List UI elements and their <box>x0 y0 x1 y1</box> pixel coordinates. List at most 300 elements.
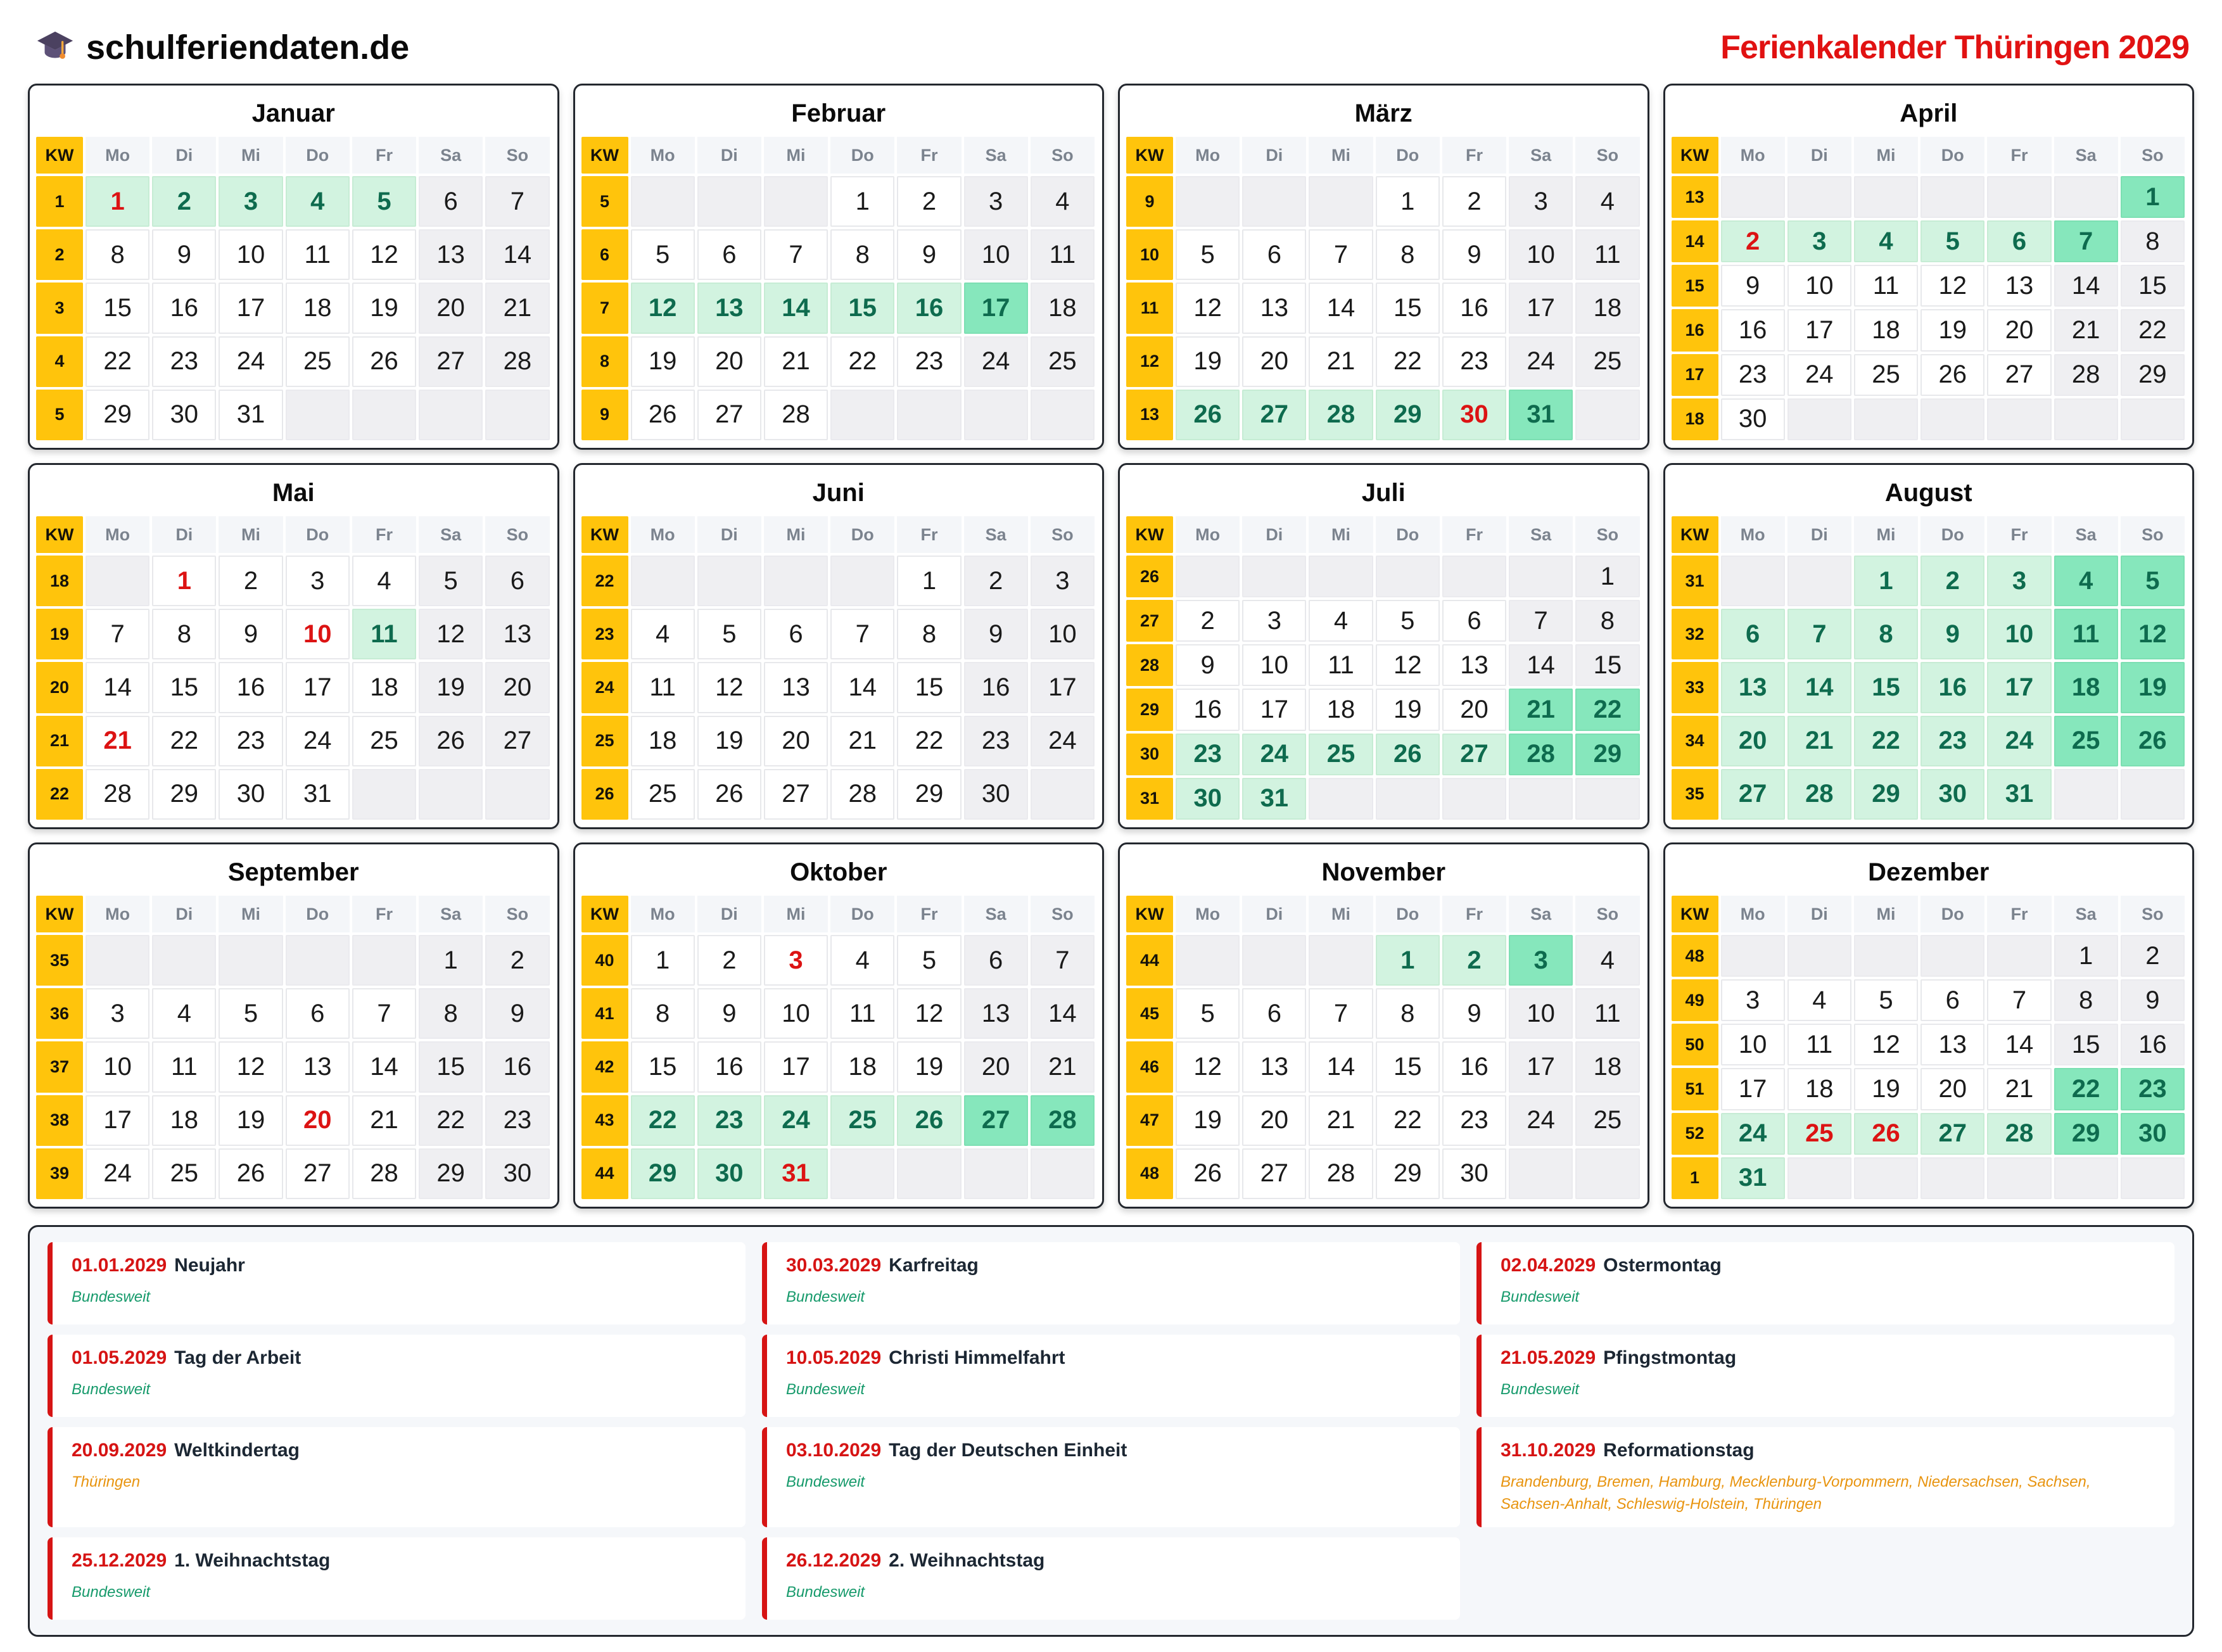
day-cell: 11 <box>152 1041 216 1092</box>
day-cell: 26 <box>631 390 695 440</box>
day-cell: 26 <box>897 1095 961 1146</box>
day-cell: 6 <box>1442 600 1506 642</box>
kw-cell: 46 <box>1126 1041 1173 1092</box>
kw-cell: 22 <box>36 769 83 820</box>
weekday-header: Mo <box>1721 896 1785 932</box>
holiday-date: 20.09.2029 <box>72 1440 167 1461</box>
day-cell: 30 <box>485 1148 549 1199</box>
day-cell: 3 <box>1242 600 1306 642</box>
day-cell: 8 <box>2054 979 2118 1021</box>
month-juli <box>1118 463 1649 829</box>
day-cell: 12 <box>2121 609 2185 659</box>
empty-cell <box>86 935 149 986</box>
holiday-date: 31.10.2029 <box>1501 1440 1596 1461</box>
day-cell: 5 <box>1920 220 1984 262</box>
month-mai <box>28 463 559 829</box>
kw-cell: 52 <box>1672 1113 1718 1155</box>
holiday-name: Pfingstmontag <box>1603 1347 1737 1368</box>
day-cell: 27 <box>419 336 483 387</box>
kw-header-cell: KW <box>1672 516 1718 553</box>
day-cell: 1 <box>1376 935 1440 986</box>
month-oktober <box>573 842 1105 1209</box>
weekday-header: Do <box>286 896 350 932</box>
holiday-card <box>48 1335 746 1417</box>
holiday-regions: Bundesweit <box>72 1288 151 1306</box>
day-cell: 2 <box>964 556 1028 606</box>
day-cell: 17 <box>964 283 1028 333</box>
month-table <box>575 137 1103 448</box>
empty-cell <box>1309 935 1373 986</box>
day-cell: 7 <box>1309 988 1373 1039</box>
weekday-header: Mi <box>1309 516 1373 553</box>
weekday-header: Mi <box>219 516 283 553</box>
day-cell: 10 <box>1509 229 1573 280</box>
holiday-card <box>48 1537 746 1620</box>
kw-cell: 9 <box>1126 176 1173 227</box>
day-cell: 4 <box>2054 556 2118 606</box>
day-cell: 16 <box>1721 309 1785 351</box>
day-cell: 9 <box>897 229 961 280</box>
day-cell: 26 <box>1376 734 1440 775</box>
empty-cell <box>964 390 1028 440</box>
day-cell: 18 <box>631 716 695 766</box>
day-cell: 5 <box>1854 979 1918 1021</box>
day-cell: 23 <box>219 716 283 766</box>
day-cell: 10 <box>219 229 283 280</box>
day-cell: 22 <box>152 716 216 766</box>
day-cell: 8 <box>897 609 961 659</box>
day-cell: 2 <box>219 556 283 606</box>
weekday-header: Do <box>830 137 894 174</box>
weekday-header: Mi <box>764 137 828 174</box>
weekday-header: Do <box>1920 137 1984 174</box>
day-cell: 24 <box>86 1148 149 1199</box>
day-cell: 12 <box>897 988 961 1039</box>
weekday-header: Mo <box>1721 137 1785 174</box>
empty-cell <box>697 556 761 606</box>
weekday-header: Fr <box>352 896 416 932</box>
empty-cell <box>1442 556 1506 597</box>
holiday-legend <box>28 1225 2194 1637</box>
weekday-header: Mo <box>86 896 149 932</box>
day-cell: 19 <box>1376 689 1440 730</box>
weekday-header: Sa <box>964 137 1028 174</box>
empty-cell <box>1854 1157 1918 1199</box>
weekday-header: Mo <box>631 896 695 932</box>
day-cell: 31 <box>1721 1157 1785 1199</box>
day-cell: 4 <box>830 935 894 986</box>
kw-cell: 1 <box>36 176 83 227</box>
empty-cell <box>1721 935 1785 977</box>
kw-cell: 13 <box>1672 176 1718 218</box>
kw-cell: 41 <box>581 988 628 1039</box>
kw-header-cell: KW <box>581 516 628 553</box>
day-cell: 10 <box>964 229 1028 280</box>
kw-cell: 13 <box>1126 390 1173 440</box>
month-november <box>1118 842 1649 1209</box>
weekday-header: Mi <box>1854 516 1918 553</box>
day-cell: 11 <box>1787 1024 1851 1065</box>
day-cell: 7 <box>1031 935 1095 986</box>
weekday-header: Di <box>1787 896 1851 932</box>
weekday-header: Do <box>1376 516 1440 553</box>
month-title: Juli <box>1361 479 1406 507</box>
empty-cell <box>2054 398 2118 440</box>
day-cell: 7 <box>764 229 828 280</box>
month-title: August <box>1884 479 1972 507</box>
weekday-header: Do <box>1920 516 1984 553</box>
day-cell: 14 <box>352 1041 416 1092</box>
day-cell: 28 <box>1031 1095 1095 1146</box>
weekday-header: Mi <box>764 896 828 932</box>
month-title: Mai <box>272 479 315 507</box>
weekday-header: Fr <box>1987 137 2051 174</box>
kw-cell: 33 <box>1672 662 1718 713</box>
empty-cell <box>1787 176 1851 218</box>
day-cell: 31 <box>219 390 283 440</box>
day-cell: 27 <box>964 1095 1028 1146</box>
day-cell: 2 <box>897 176 961 227</box>
day-cell: 4 <box>1854 220 1918 262</box>
day-cell: 11 <box>1031 229 1095 280</box>
empty-cell <box>1376 778 1440 820</box>
day-cell: 20 <box>419 283 483 333</box>
day-cell: 3 <box>286 556 350 606</box>
day-cell: 15 <box>2121 265 2185 307</box>
weekday-header: Fr <box>352 137 416 174</box>
weekday-header: Di <box>1242 516 1306 553</box>
day-cell: 4 <box>152 988 216 1039</box>
day-cell: 7 <box>485 176 549 227</box>
weekday-header: Mo <box>1721 516 1785 553</box>
day-cell: 13 <box>1242 1041 1306 1092</box>
day-cell: 21 <box>1987 1068 2051 1110</box>
empty-cell <box>485 769 549 820</box>
day-cell: 1 <box>86 176 149 227</box>
day-cell: 12 <box>1920 265 1984 307</box>
weekday-header: Sa <box>1509 516 1573 553</box>
empty-cell <box>419 769 483 820</box>
day-cell: 2 <box>697 935 761 986</box>
empty-cell <box>1787 935 1851 977</box>
weekday-header: Fr <box>897 896 961 932</box>
day-cell: 6 <box>697 229 761 280</box>
kw-header-cell: KW <box>1126 137 1173 174</box>
kw-cell: 26 <box>1126 556 1173 597</box>
weekday-header: Sa <box>2054 137 2118 174</box>
empty-cell <box>1031 1148 1095 1199</box>
weekday-header: Di <box>697 137 761 174</box>
day-cell: 7 <box>830 609 894 659</box>
weekday-header: Sa <box>964 896 1028 932</box>
day-cell: 30 <box>1442 1148 1506 1199</box>
weekday-header: Di <box>1242 137 1306 174</box>
day-cell: 22 <box>1376 1095 1440 1146</box>
empty-cell <box>485 390 549 440</box>
weekday-header: So <box>485 896 549 932</box>
month-table <box>30 137 557 448</box>
day-cell: 28 <box>1309 390 1373 440</box>
day-cell: 30 <box>1920 769 1984 820</box>
day-cell: 4 <box>1575 176 1639 227</box>
month-september <box>28 842 559 1209</box>
weekday-header: Sa <box>419 516 483 553</box>
day-cell: 3 <box>1509 176 1573 227</box>
day-cell: 26 <box>2121 716 2185 766</box>
day-cell: 30 <box>2121 1113 2185 1155</box>
empty-cell <box>830 1148 894 1199</box>
day-cell: 18 <box>286 283 350 333</box>
day-cell: 15 <box>419 1041 483 1092</box>
holiday-name: Karfreitag <box>889 1255 979 1276</box>
day-cell: 25 <box>1031 336 1095 387</box>
day-cell: 13 <box>485 609 549 659</box>
empty-cell <box>1787 398 1851 440</box>
empty-cell <box>286 935 350 986</box>
kw-cell: 36 <box>36 988 83 1039</box>
day-cell: 19 <box>1176 336 1240 387</box>
empty-cell <box>2054 769 2118 820</box>
kw-header-cell: KW <box>36 516 83 553</box>
day-cell: 18 <box>2054 662 2118 713</box>
holiday-date: 01.05.2029 <box>72 1347 167 1368</box>
day-cell: 29 <box>1376 1148 1440 1199</box>
day-cell: 5 <box>897 935 961 986</box>
kw-cell: 17 <box>1672 354 1718 396</box>
weekday-header: Mi <box>1309 896 1373 932</box>
day-cell: 22 <box>2054 1068 2118 1110</box>
kw-cell: 23 <box>581 609 628 659</box>
day-cell: 17 <box>1721 1068 1785 1110</box>
day-cell: 3 <box>219 176 283 227</box>
day-cell: 21 <box>2054 309 2118 351</box>
day-cell: 17 <box>219 283 283 333</box>
day-cell: 4 <box>286 176 350 227</box>
empty-cell <box>1787 1157 1851 1199</box>
day-cell: 5 <box>419 556 483 606</box>
empty-cell <box>1987 1157 2051 1199</box>
day-cell: 10 <box>1787 265 1851 307</box>
holiday-name: Ostermontag <box>1603 1255 1722 1276</box>
weekday-header: Mi <box>764 516 828 553</box>
day-cell: 12 <box>419 609 483 659</box>
day-cell: 23 <box>897 336 961 387</box>
empty-cell <box>2054 1157 2118 1199</box>
day-cell: 28 <box>86 769 149 820</box>
day-cell: 13 <box>1721 662 1785 713</box>
day-cell: 11 <box>1854 265 1918 307</box>
kw-cell: 48 <box>1672 935 1718 977</box>
kw-cell: 34 <box>1672 716 1718 766</box>
day-cell: 27 <box>1721 769 1785 820</box>
day-cell: 20 <box>764 716 828 766</box>
holiday-card-line <box>72 1440 727 1461</box>
kw-cell: 35 <box>1672 769 1718 820</box>
weekday-header: Di <box>152 516 216 553</box>
weekday-header: Di <box>1787 516 1851 553</box>
day-cell: 10 <box>1031 609 1095 659</box>
holiday-card <box>762 1537 1460 1620</box>
empty-cell <box>1987 176 2051 218</box>
day-cell: 31 <box>1242 778 1306 820</box>
day-cell: 13 <box>419 229 483 280</box>
day-cell: 8 <box>86 229 149 280</box>
day-cell: 16 <box>1442 283 1506 333</box>
empty-cell <box>1509 778 1573 820</box>
weekday-header: So <box>1031 896 1095 932</box>
day-cell: 1 <box>419 935 483 986</box>
kw-cell: 18 <box>36 556 83 606</box>
month-august <box>1663 463 2195 829</box>
empty-cell <box>830 390 894 440</box>
day-cell: 23 <box>2121 1068 2185 1110</box>
day-cell: 17 <box>1031 662 1095 713</box>
day-cell: 15 <box>1376 1041 1440 1092</box>
holiday-name: Reformationstag <box>1603 1440 1755 1461</box>
day-cell: 14 <box>1309 283 1373 333</box>
kw-cell: 15 <box>1672 265 1718 307</box>
day-cell: 9 <box>152 229 216 280</box>
day-cell: 13 <box>964 988 1028 1039</box>
day-cell: 13 <box>1920 1024 1984 1065</box>
month-title: April <box>1900 99 1958 127</box>
day-cell: 6 <box>1242 229 1306 280</box>
day-cell: 14 <box>86 662 149 713</box>
day-cell: 28 <box>830 769 894 820</box>
day-cell: 21 <box>1309 336 1373 387</box>
empty-cell <box>1987 935 2051 977</box>
empty-cell <box>1854 176 1918 218</box>
kw-cell: 35 <box>36 935 83 986</box>
day-cell: 9 <box>1721 265 1785 307</box>
site-logo[interactable] <box>35 28 409 67</box>
empty-cell <box>1575 390 1639 440</box>
day-cell: 24 <box>1721 1113 1785 1155</box>
day-cell: 2 <box>1721 220 1785 262</box>
day-cell: 24 <box>219 336 283 387</box>
day-cell: 5 <box>2121 556 2185 606</box>
month-table <box>30 516 557 827</box>
day-cell: 7 <box>2054 220 2118 262</box>
empty-cell <box>1787 556 1851 606</box>
weekday-header: Di <box>697 516 761 553</box>
day-cell: 10 <box>1721 1024 1785 1065</box>
day-cell: 24 <box>1509 1095 1573 1146</box>
kw-cell: 16 <box>1672 309 1718 351</box>
weekday-header: So <box>485 516 549 553</box>
day-cell: 21 <box>86 716 149 766</box>
empty-cell <box>1309 176 1373 227</box>
day-cell: 7 <box>1987 979 2051 1021</box>
kw-cell: 45 <box>1126 988 1173 1039</box>
day-cell: 12 <box>1376 644 1440 686</box>
empty-cell <box>1920 935 1984 977</box>
day-cell: 15 <box>1376 283 1440 333</box>
kw-cell: 10 <box>1126 229 1173 280</box>
day-cell: 16 <box>697 1041 761 1092</box>
day-cell: 19 <box>1854 1068 1918 1110</box>
day-cell: 24 <box>286 716 350 766</box>
empty-cell <box>1031 769 1095 820</box>
day-cell: 17 <box>286 662 350 713</box>
month-table <box>1665 137 2193 448</box>
day-cell: 15 <box>897 662 961 713</box>
holiday-card-line <box>786 1440 1441 1461</box>
day-cell: 10 <box>764 988 828 1039</box>
holiday-card-line <box>1501 1440 2155 1461</box>
empty-cell <box>2054 176 2118 218</box>
weekday-header: Mi <box>1854 896 1918 932</box>
empty-cell <box>1920 176 1984 218</box>
holiday-regions: Bundesweit <box>72 1583 151 1601</box>
day-cell: 10 <box>1242 644 1306 686</box>
month-märz <box>1118 84 1649 450</box>
kw-cell: 47 <box>1126 1095 1173 1146</box>
holiday-card <box>48 1427 746 1527</box>
holiday-card-line <box>1501 1347 2155 1369</box>
day-cell: 17 <box>1509 1041 1573 1092</box>
empty-cell <box>830 556 894 606</box>
holiday-card <box>48 1242 746 1325</box>
empty-cell <box>1920 398 1984 440</box>
graduation-cap-icon <box>35 28 75 67</box>
kw-cell: 22 <box>581 556 628 606</box>
empty-cell <box>352 769 416 820</box>
day-cell: 12 <box>697 662 761 713</box>
day-cell: 20 <box>697 336 761 387</box>
day-cell: 31 <box>1509 390 1573 440</box>
day-cell: 11 <box>1575 988 1639 1039</box>
day-cell: 28 <box>1509 734 1573 775</box>
empty-cell <box>1854 398 1918 440</box>
day-cell: 13 <box>764 662 828 713</box>
weekday-header: Do <box>1376 137 1440 174</box>
day-cell: 27 <box>764 769 828 820</box>
weekday-header: So <box>485 137 549 174</box>
kw-cell: 11 <box>1126 283 1173 333</box>
day-cell: 12 <box>1176 283 1240 333</box>
weekday-header: Mi <box>1854 137 1918 174</box>
kw-cell: 29 <box>1126 689 1173 730</box>
holiday-name: Tag der Deutschen Einheit <box>889 1440 1127 1461</box>
day-cell: 25 <box>1309 734 1373 775</box>
day-cell: 20 <box>1442 689 1506 730</box>
empty-cell <box>1242 935 1306 986</box>
day-cell: 25 <box>830 1095 894 1146</box>
empty-cell <box>897 1148 961 1199</box>
weekday-header: So <box>1031 516 1095 553</box>
day-cell: 5 <box>1176 988 1240 1039</box>
weekday-header: Fr <box>1442 137 1506 174</box>
day-cell: 14 <box>830 662 894 713</box>
kw-cell: 24 <box>581 662 628 713</box>
day-cell: 24 <box>1509 336 1573 387</box>
day-cell: 27 <box>697 390 761 440</box>
day-cell: 20 <box>1920 1068 1984 1110</box>
day-cell: 22 <box>830 336 894 387</box>
day-cell: 22 <box>1376 336 1440 387</box>
holiday-regions: Brandenburg, Bremen, Hamburg, Mecklenburg-Vorpommern, Niedersachsen, Sachsen, Sachsen-Anhalt, Schleswig-Holstein, Thüringen <box>1501 1473 2091 1513</box>
day-cell: 20 <box>485 662 549 713</box>
holiday-card-line <box>1501 1255 2155 1276</box>
day-cell: 18 <box>152 1095 216 1146</box>
kw-cell: 48 <box>1126 1148 1173 1199</box>
weekday-header: Fr <box>897 516 961 553</box>
day-cell: 22 <box>86 336 149 387</box>
holiday-date: 02.04.2029 <box>1501 1255 1596 1276</box>
day-cell: 2 <box>1176 600 1240 642</box>
empty-cell <box>697 176 761 227</box>
